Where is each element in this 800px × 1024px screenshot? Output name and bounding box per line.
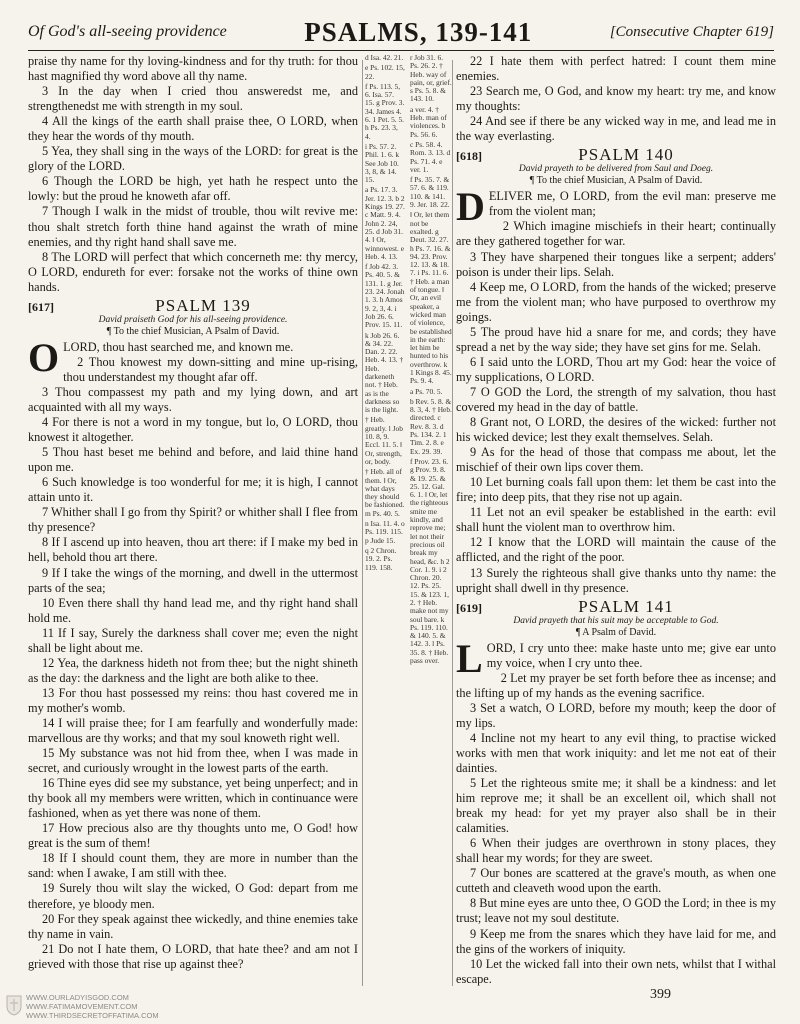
verse-text: LORD, thou hast searched me, and known me. [63, 339, 294, 354]
verses-psalm-139-end [456, 54, 776, 144]
verse: 18 If I should count them, they are more in number than the sand: when I awake, I am still with thee. [28, 851, 358, 881]
psalm-title: PSALM 140 [578, 145, 674, 165]
verse-first [456, 635, 776, 681]
cross-reference: k Job 26. 6. & 34. 22. Dan. 2. 22. Heb. 4. 13. † Heb. darkeneth not. † Heb. as is the darkness so is the light. [365, 330, 404, 415]
verse: 7 Whither shall I go from thy Spirit? or whither shall I flee from thy presence? [28, 505, 358, 535]
verse: 21 Do not I hate them, O LORD, that hate thee? and am not I grieved with those that rise up against thee? [28, 941, 358, 971]
drop-cap: D [456, 184, 485, 230]
verse: 10 Let the wicked fall into their own nets, whilst that I withal escape. [456, 956, 776, 986]
verse: 13 Surely the righteous shall give thanks unto thy name: the upright shall dwell in thy presence. [456, 565, 776, 595]
cross-reference: b Rev. 5. 8. & 8. 3, 4. † Heb. directed. c Rev. 8. 3. d Ps. 134. 2. 1 Tim. 2. 8. e Ex. 29. 39. [410, 396, 452, 456]
psalm-title: PSALM 141 [578, 596, 674, 616]
verse: 9 Keep me from the snares which they have laid for me, and the gins of the workers of iniquity. [456, 926, 776, 956]
verse: 5 The proud have hid a snare for me, and cords; they have spread a net by the way side; they have set gins for me. Selah. [456, 324, 776, 354]
verse: 9 As for the head of those that compass me about, let the mischief of their own lips cover them. [456, 445, 776, 475]
verse: 3 They have sharpened their tongues like a serpent; adders' poison is under their lips. Selah. [456, 249, 776, 279]
cross-reference: q 2 Chron. 19. 2. Ps. 119. 158. [365, 545, 397, 572]
verse: 5 Yea, they shall sing in the ways of the LORD: for great is the glory of the LORD. [28, 144, 358, 174]
verse: 12 Yea, the darkness hideth not from thee; but the night shineth as the day: the darkness and the light are both alike to thee. [28, 655, 358, 685]
left-text-column [28, 54, 358, 972]
cross-reference: c Ps. 58. 4. Rom. 3. 13. d Ps. 71. 4. e ver. 1. [410, 139, 451, 174]
consecutive-chapter-number: [619] [456, 600, 482, 615]
column-divider [362, 60, 363, 986]
running-head-left: Of God's all-seeing providence [28, 23, 227, 40]
consecutive-chapter-number: [617] [28, 299, 54, 314]
verse: 12 I know that the LORD will maintain the cause of the afflicted, and the right of the poor. [456, 535, 776, 565]
cross-reference: e Ps. 102. 15, 22. [365, 63, 405, 81]
verses-psalm-139 [28, 355, 358, 972]
verse-text: ORD, I cry unto thee: make haste unto me; give ear unto my voice, when I cry unto thee. [486, 640, 776, 670]
verse: 5 Let the righteous smite me; it shall be a kindness: and let him reprove me; it shall be an excellent oil, which shall not break my head: for yet my prayer also shall be in their calamities. [456, 776, 776, 836]
page-header [28, 14, 774, 51]
cross-reference: i Ps. 57. 2. Phil. 1. 6. k See Job 10. 3, 8, & 14. 15. [365, 141, 400, 185]
footer-link[interactable]: WWW.OURLADYISGOD.COM [26, 993, 129, 1002]
running-head-title: PSALMS, 139-141 [304, 16, 533, 47]
verse: 3 Set a watch, O LORD, before my mouth; keep the door of my lips. [456, 700, 776, 730]
verse: 7 Though I walk in the midst of trouble, thou wilt revive me: thou shalt stretch forth thine hand against the wrath of mine enemies, and thy right hand shall save me. [28, 204, 358, 249]
verse: 3 Thou compassest my path and my lying down, and art acquainted with all my ways. [28, 384, 358, 414]
verse: 13 For thou hast possessed my reins: thou hast covered me in my mother's womb. [28, 685, 358, 715]
psalm-heading [456, 147, 776, 164]
verses-psalm-140 [456, 219, 776, 595]
psalm-superscription: ¶ A Psalm of David. [575, 626, 657, 638]
footer-links [26, 993, 159, 1020]
verse: 14 I will praise thee; for I am fearfully and wonderfully made: marvellous are thy works; and that my soul knoweth right well. [28, 715, 358, 746]
verse: 6 Such knowledge is too wonderful for me; it is high, I cannot attain unto it. [28, 475, 358, 505]
verse-text: ELIVER me, O LORD, from the evil man: preserve me from the violent man; [488, 189, 776, 219]
verse: 11 Let not an evil speaker be established in the earth: evil shall hunt the violent man to overthrow him. [456, 505, 776, 535]
psalm-summary: David praiseth God for his all-seeing providence. [98, 314, 288, 325]
psalm-heading [456, 596, 776, 616]
verse: 6 I said unto the LORD, Thou art my God: hear the voice of my supplications, O LORD. [456, 354, 776, 384]
verse: 2 Which imagine mischiefs in their heart; continually are they gathered together for war. [456, 219, 776, 249]
verse: 15 My substance was not hid from thee, when I was made in secret, and curiously wrought in the lowest parts of the earth. [28, 746, 358, 776]
verse: 7 O GOD the Lord, the strength of my salvation, thou hast covered my head in the day of battle. [456, 384, 776, 414]
verse: 16 Thine eyes did see my substance, yet being unperfect; and in thy book all my members were written, which in continuance were fashioned, when as yet there was none of them. [28, 776, 358, 821]
verse: 4 All the kings of the earth shall praise thee, O LORD, when they hear the words of thy mouth. [28, 114, 358, 144]
cross-reference: † Heb. all of them. ‖ Or, what days they should be fashioned. m Ps. 40. 5. [365, 467, 405, 518]
verse: 8 If I ascend up into heaven, thou art there: if I make my bed in hell, behold thou art there. [28, 535, 358, 565]
drop-cap: O [28, 334, 60, 380]
cross-reference: f Job 42. 3. Ps. 40. 5. & 131. 1. g Jer. 23. 24. Jonah 1. 3. h Amos 9. 2, 3, 4. i Job 26. 6. Prov. 15. 11. [365, 262, 405, 330]
footer-link[interactable]: WWW.THIRDSECRETOFFATIMA.COM [26, 1011, 159, 1020]
cross-reference: f Prov. 23. 6. g Prov. 9. 8. & 19. 25. & 25. 12. Gal. 6. 1. ‖ Or, let the righteous smite me kindly, and reprove me; let not their precious oil break my head, &c. h 2 Cor. 1. 9. i 2 Chron. 20. 12. Ps. 25. 15. & 123. 1, 2. † Heb. make not my soul bare. k Ps. 119. 110. & 140. 5. & 142. 3. l Ps. 35. 8. † Heb. pass over. [410, 456, 450, 666]
verse: 2 Thou knowest my down-sitting and mine up-rising, thou understandest my thought afar off. [63, 354, 358, 384]
psalm-summary: David prayeth to be delivered from Saul and Doeg. [518, 164, 714, 175]
verse: 8 But mine eyes are unto thee, O GOD the Lord; in thee is my trust; leave not my soul destitute. [456, 896, 776, 926]
drop-cap: L [456, 635, 483, 681]
cross-reference: a Ps. 17. 3. Jer. 12. 3. b 2 Kings 19. 27. c Matt. 9. 4. John 2. 24, 25. d Job 31. 4. ‖ Or, winnowest. e Heb. 4. 13. [365, 185, 405, 261]
verse: 10 Let burning coals fall upon them: let them be cast into the fire; into deep pits, that they rise not up again. [456, 475, 776, 505]
psalm-superscription: ¶ To the chief Musician, A Psalm of David. [106, 325, 280, 337]
verse: 5 Thou hast beset me behind and before, and laid thine hand upon me. [28, 445, 358, 475]
page-number: 399 [650, 987, 671, 1002]
cross-reference: d Isa. 42. 21. [365, 53, 404, 62]
cross-reference: ‖ Or, let them not be exalted. g Deut. 32. 27. h Ps. 7. 16. & 94. 23. Prov. 12. 13. & 18. 7. i Ps. 11. 6. † Heb. a man of tongue. ‖ Or, an evil speaker, a wicked man of violence, be established in the earth: let him be hunted to his overthrow. k 1 Kings 8. 45. Ps. 9. 4. [410, 210, 452, 386]
verse: 6 When their judges are overthrown in stony places, they shall hear my words; for they are sweet. [456, 836, 776, 866]
verse: 17 How precious also are thy thoughts unto me, O God! how great is the sum of them! [28, 821, 358, 851]
cross-reference: † Heb. greatly. l Job 10. 8, 9. Eccl. 11. 5. ‖ Or, strength, or, body. [365, 415, 403, 466]
consecutive-chapter-number: [618] [456, 149, 482, 164]
verse: 19 Surely thou wilt slay the wicked, O God: depart from me therefore, ye bloody men. [28, 881, 358, 911]
verses-psalm-141 [456, 671, 776, 987]
verse: 7 Our bones are scattered at the grave's mouth, as when one cutteth and cleaveth wood upon the earth. [456, 866, 776, 896]
shield-logo-icon [6, 994, 22, 1016]
verse: 10 Even there shall thy hand lead me, and thy right hand shall hold me. [28, 595, 358, 625]
cross-reference: f Ps. 113. 5, 6. Isa. 57. 15. g Prov. 3. 34. James 4. 6. 1 Pet. 5. 5. h Ps. 23. 3, 4. [365, 81, 405, 141]
cross-reference: r Job 31. 6. Ps. 26. 2. † Heb. way of pain, or, grief. s Ps. 5. 8. & 143. 10. [410, 53, 452, 104]
verse: 11 If I say, Surely the darkness shall cover me; even the night shall be light about me. [28, 625, 358, 655]
psalm-title: PSALM 139 [155, 295, 251, 315]
verse: 20 For they speak against thee wickedly, and thine enemies take thy name in vain. [28, 911, 358, 941]
verse: 3 In the day when I cried thou answeredst me, and strengthenedst me with strength in my soul. [28, 84, 358, 114]
verse: 4 Incline not my heart to any evil thing, to practise wicked works with men that work iniquity: and let me not eat of their dainties. [456, 730, 776, 776]
cross-references-left [365, 54, 405, 574]
verse-first [456, 184, 776, 230]
right-text-column [456, 54, 776, 987]
verse: 6 Though the LORD be high, yet hath he respect unto the lowly: but the proud he knoweth afar off. [28, 174, 358, 204]
verse: 8 The LORD will perfect that which concerneth me: thy mercy, O LORD, endureth for ever: forsake not the works of thine own hands. [28, 249, 358, 294]
verse: 24 And see if there be any wicked way in me, and lead me in the way everlasting. [456, 114, 776, 144]
psalm-heading [28, 295, 358, 315]
footer-link[interactable]: WWW.FATIMAMOVEMENT.COM [26, 1002, 138, 1011]
verse: 9 If I take the wings of the morning, and dwell in the uttermost parts of the sea; [28, 565, 358, 595]
verse: 22 I hate them with perfect hatred: I count them mine enemies. [456, 54, 776, 84]
cross-reference: f Ps. 35. 7. & 57. 6. & 119. 110. & 141. 9. Jer. 18. 22. [410, 175, 450, 210]
psalm-summary: David prayeth that his suit may be acceptable to God. [513, 615, 719, 626]
cross-reference: a Ps. 70. 5. [410, 386, 443, 396]
cross-reference: a ver. 4. † Heb. man of violences. b Ps. 56. 6. [410, 104, 447, 139]
column-divider [452, 60, 453, 986]
psalm-superscription: ¶ To the chief Musician, A Psalm of David. [529, 175, 703, 187]
cross-reference: n Isa. 11. 4. o Ps. 119. 115. p Jude 15. [365, 519, 405, 545]
verse: 4 For there is not a word in my tongue, but lo, O LORD, thou knowest it altogether. [28, 415, 358, 445]
verse: praise thy name for thy loving-kindness and for thy truth: for thou hast magnified thy word above all thy name. [28, 54, 358, 84]
verse: 23 Search me, O God, and know my heart: try me, and know my thoughts: [456, 84, 776, 114]
running-head-right: [Consecutive Chapter 619] [609, 23, 774, 40]
verse: 4 Keep me, O LORD, from the hands of the wicked; preserve me from the violent man; who have purposed to overthrow my goings. [456, 279, 776, 324]
verse: 2 Let my prayer be set forth before thee as incense; and the lifting up of my hands as the evening sacrifice. [456, 670, 776, 700]
verses-psalm-138 [28, 84, 358, 295]
verse: 8 Grant not, O LORD, the desires of the wicked: further not his wicked device; lest they exalt themselves. Selah. [456, 415, 776, 445]
cross-references-right [410, 54, 452, 667]
